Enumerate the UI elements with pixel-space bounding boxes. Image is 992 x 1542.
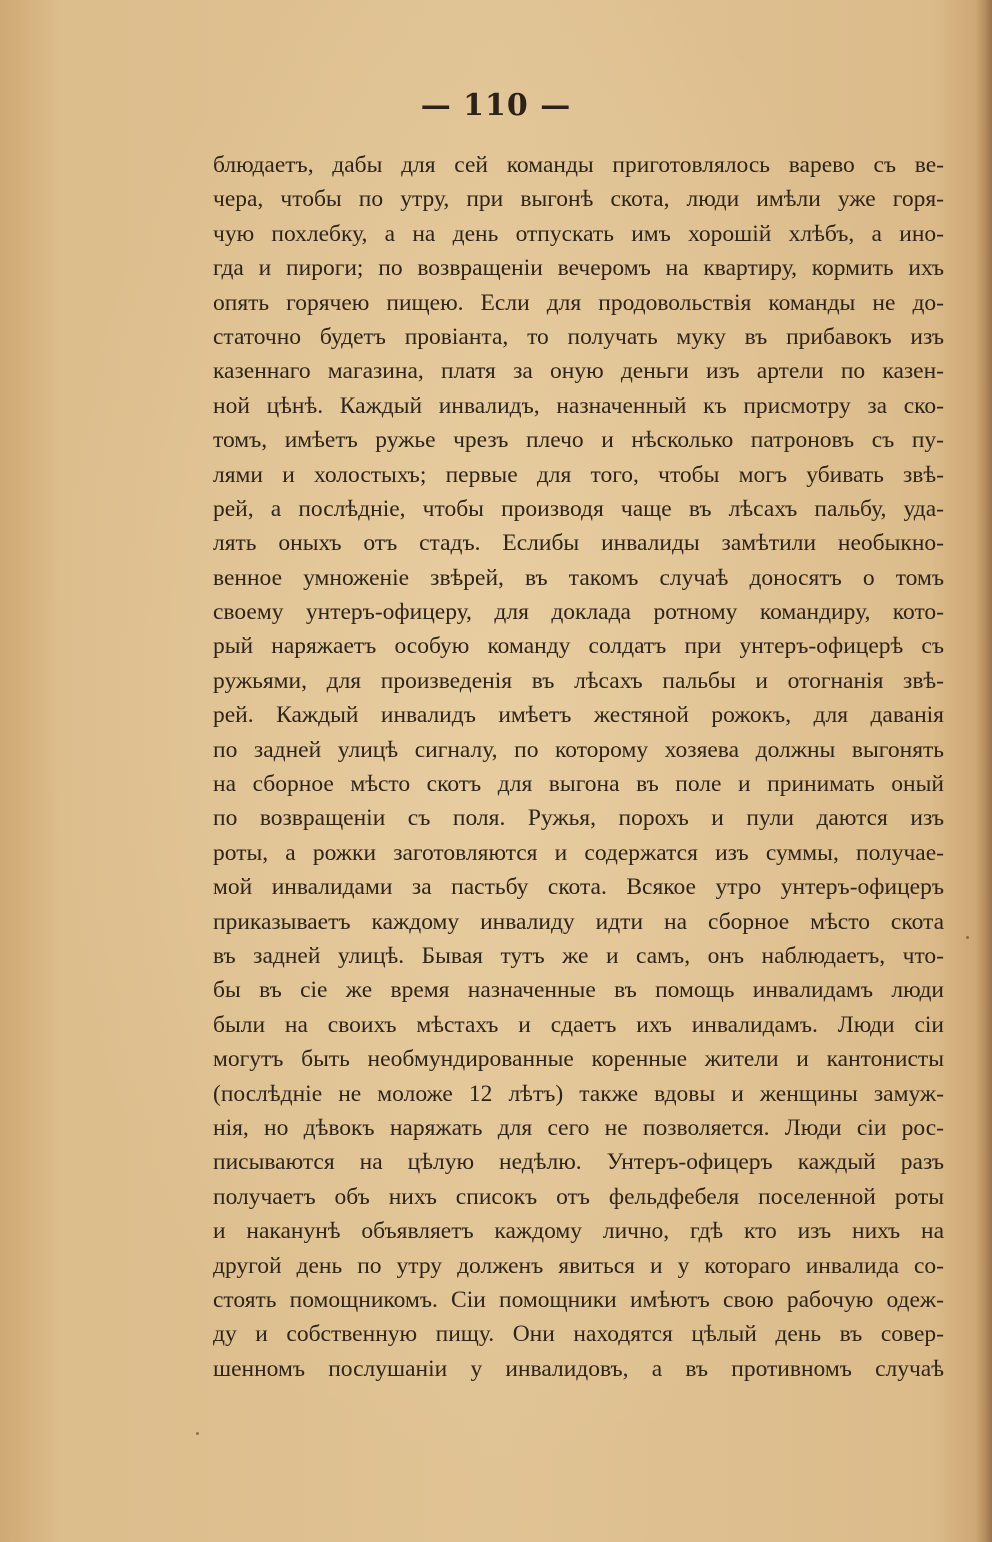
- text-line: въ задней улицѣ. Бывая тутъ же и самъ, онъ наблюдаетъ, что-: [213, 942, 944, 969]
- text-line: по задней улицѣ сигналу, по которому хозяева должны выгонять: [213, 736, 944, 763]
- text-line: своему унтеръ-офицеру, для доклада ротному командиру, кото-: [213, 599, 944, 626]
- text-line: стоять помощникомъ. Сіи помощники имѣютъ свою рабочую одеж-: [213, 1286, 944, 1313]
- text-line: нія, но дѣвокъ наряжать для сего не позволяется. Люди сіи рос-: [213, 1114, 944, 1141]
- text-line: казеннаго магазина, платя за оную деньги изъ артели по казен-: [213, 358, 944, 385]
- text-line: на сборное мѣсто скотъ для выгона въ поле и принимать оный: [213, 771, 944, 798]
- text-line: рый наряжаетъ особую команду солдатъ при унтеръ-офицерѣ съ: [213, 633, 944, 660]
- text-line: бы въ сіе же время назначенные въ помощь инвалидамъ люди: [213, 977, 944, 1004]
- body-text: [213, 148, 944, 1386]
- paper-speck: [196, 1432, 199, 1435]
- text-line: чую похлебку, а на день отпускать имъ хорошій хлѣбъ, а ино-: [213, 220, 944, 247]
- text-line: ружьями, для произведенія въ лѣсахъ пальбы и отогнанія звѣ-: [213, 667, 944, 694]
- page-edge-shadow: [976, 0, 992, 1542]
- text-line: писываются на цѣлую недѣлю. Унтеръ-офицеръ каждый разъ: [213, 1149, 944, 1176]
- text-line: гда и пироги; по возвращеніи вечеромъ на квартиру, кормить ихъ: [213, 255, 944, 282]
- text-line: роты, а рожки заготовляются и содержатся изъ суммы, получае-: [213, 839, 944, 866]
- text-line: ной цѣнѣ. Каждый инвалидъ, назначенный къ присмотру за ско-: [213, 392, 944, 419]
- text-line: чера, чтобы по утру, при выгонѣ скота, люди имѣли уже горя-: [213, 186, 944, 213]
- text-line: томъ, имѣетъ ружье чрезъ плечо и нѣсколько патроновъ съ пу-: [213, 427, 944, 454]
- text-line: опять горячею пищею. Если для продовольствія команды не до-: [213, 289, 944, 316]
- text-line: шенномъ послушаніи у инвалидовъ, а въ противномъ случаѣ: [213, 1355, 944, 1382]
- text-line: были на своихъ мѣстахъ и сдаетъ ихъ инвалидамъ. Люди сіи: [213, 1011, 944, 1038]
- text-line: венное умноженіе звѣрей, въ такомъ случаѣ доносятъ о томъ: [213, 564, 944, 591]
- text-line: рей, а послѣдніе, чтобы производя чаще въ лѣсахъ пальбу, уда-: [213, 495, 944, 522]
- text-line: приказываетъ каждому инвалиду идти на сборное мѣсто скота: [213, 908, 944, 935]
- text-line: мой инвалидами за пастьбу скота. Всякое утро унтеръ-офицеръ: [213, 874, 944, 901]
- text-line: и наканунѣ объявляетъ каждому лично, гдѣ кто изъ нихъ на: [213, 1218, 944, 1245]
- text-line: лять оныхъ отъ стадъ. Еслибы инвалиды замѣтили необыкно-: [213, 530, 944, 557]
- text-line: рей. Каждый инвалидъ имѣетъ жестяной рожокъ, для даванія: [213, 702, 944, 729]
- page-number: — 110 —: [420, 88, 572, 123]
- text-line: (послѣдніе не моложе 12 лѣтъ) также вдовы и женщины замуж-: [213, 1080, 944, 1107]
- text-line: получаетъ объ нихъ списокъ отъ фельдфебеля поселенной роты: [213, 1183, 944, 1210]
- text-line: блюдаетъ, дабы для сей команды приготовлялось варево съ ве-: [213, 152, 944, 178]
- text-line: могутъ быть необмундированные коренные жители и кантонисты: [213, 1046, 944, 1073]
- text-line: по возвращеніи съ поля. Ружья, порохъ и пули даются изъ: [213, 805, 944, 832]
- text-line: статочно будетъ провіанта, то получать муку въ прибавокъ изъ: [213, 323, 944, 350]
- paper-speck: [966, 936, 969, 939]
- text-line: ду и собственную пищу. Они находятся цѣлый день въ совер-: [213, 1321, 944, 1348]
- text-line: другой день по утру долженъ явиться и у котораго инвалида со-: [213, 1252, 944, 1279]
- text-line: лями и холостыхъ; первые для того, чтобы могъ убивать звѣ-: [213, 461, 944, 488]
